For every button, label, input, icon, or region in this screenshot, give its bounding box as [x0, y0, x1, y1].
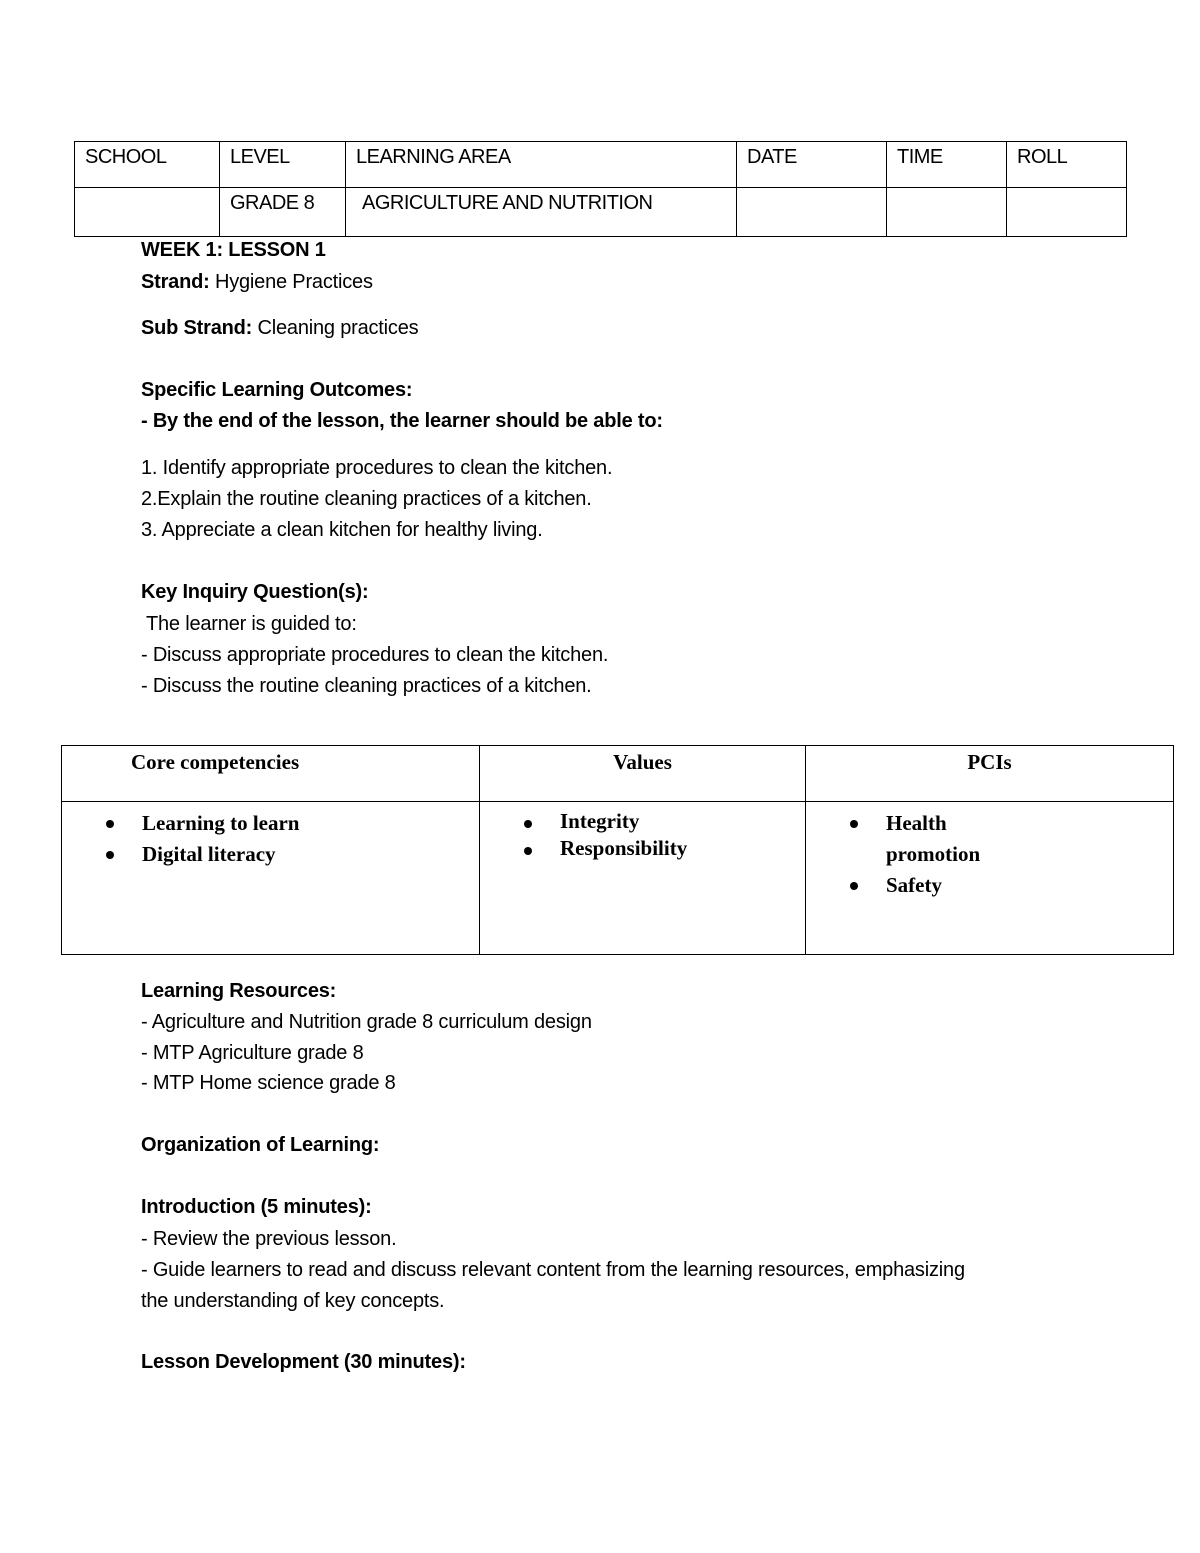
introduction-item: the understanding of key concepts.: [141, 1290, 445, 1312]
value-learning-area: AGRICULTURE AND NUTRITION: [346, 188, 737, 237]
list-item: Integrity: [560, 808, 805, 835]
value-roll: [1007, 188, 1127, 237]
list-item: Learning to learn: [142, 808, 479, 839]
sub-strand-value: Cleaning practices: [257, 317, 419, 339]
organization-heading: Organization of Learning:: [141, 1134, 380, 1156]
outcome-item: 2.Explain the routine cleaning practices of a kitchen.: [141, 488, 592, 510]
resource-item: - Agriculture and Nutrition grade 8 curriculum design: [141, 1011, 592, 1033]
lesson-header-table: [74, 141, 1127, 237]
introduction-item: - Review the previous lesson.: [141, 1228, 397, 1250]
value-time: [887, 188, 1007, 237]
header-school: SCHOOL: [75, 142, 220, 188]
core-competencies-header: Core competencies: [62, 746, 480, 802]
list-item: Responsibility: [560, 835, 805, 862]
pcis-cell: [806, 802, 1174, 955]
outcome-item: 1. Identify appropriate procedures to clean the kitchen.: [141, 457, 613, 479]
outcome-item: 3. Appreciate a clean kitchen for healthy living.: [141, 519, 543, 541]
resource-item: - MTP Agriculture grade 8: [141, 1042, 364, 1064]
resource-item: - MTP Home science grade 8: [141, 1072, 396, 1094]
inquiry-intro: The learner is guided to:: [141, 613, 357, 635]
header-level: LEVEL: [220, 142, 346, 188]
competencies-table: [61, 745, 1174, 955]
strand-label: Strand:: [141, 271, 210, 293]
sub-strand-label: Sub Strand:: [141, 317, 253, 339]
inquiry-heading: Key Inquiry Question(s):: [141, 581, 369, 603]
lesson-development-heading: Lesson Development (30 minutes):: [141, 1351, 466, 1373]
header-learning-area: LEARNING AREA: [346, 142, 737, 188]
introduction-item: - Guide learners to read and discuss relevant content from the learning resources, emphasizing: [141, 1259, 965, 1281]
inquiry-item: - Discuss the routine cleaning practices of a kitchen.: [141, 675, 592, 697]
strand-line: [141, 271, 373, 294]
list-item: Health promotion: [886, 808, 1006, 870]
values-cell: [480, 802, 806, 955]
inquiry-item: - Discuss appropriate procedures to clean the kitchen.: [141, 644, 609, 666]
values-header: Values: [480, 746, 806, 802]
week-lesson: WEEK 1: LESSON 1: [141, 239, 326, 261]
outcomes-heading: Specific Learning Outcomes:: [141, 379, 413, 401]
pcis-header: PCIs: [806, 746, 1174, 802]
value-date: [737, 188, 887, 237]
header-roll: ROLL: [1007, 142, 1127, 188]
header-time: TIME: [887, 142, 1007, 188]
value-school: [75, 188, 220, 237]
core-competencies-cell: [62, 802, 480, 955]
value-level: GRADE 8: [220, 188, 346, 237]
sub-strand-line: [141, 317, 418, 340]
list-item: Digital literacy: [142, 839, 479, 870]
list-item: Safety: [886, 870, 1173, 901]
strand-value: Hygiene Practices: [214, 271, 373, 293]
introduction-heading: Introduction (5 minutes):: [141, 1196, 372, 1218]
resources-heading: Learning Resources:: [141, 980, 337, 1002]
header-date: DATE: [737, 142, 887, 188]
outcomes-intro: - By the end of the lesson, the learner should be able to:: [141, 410, 663, 432]
